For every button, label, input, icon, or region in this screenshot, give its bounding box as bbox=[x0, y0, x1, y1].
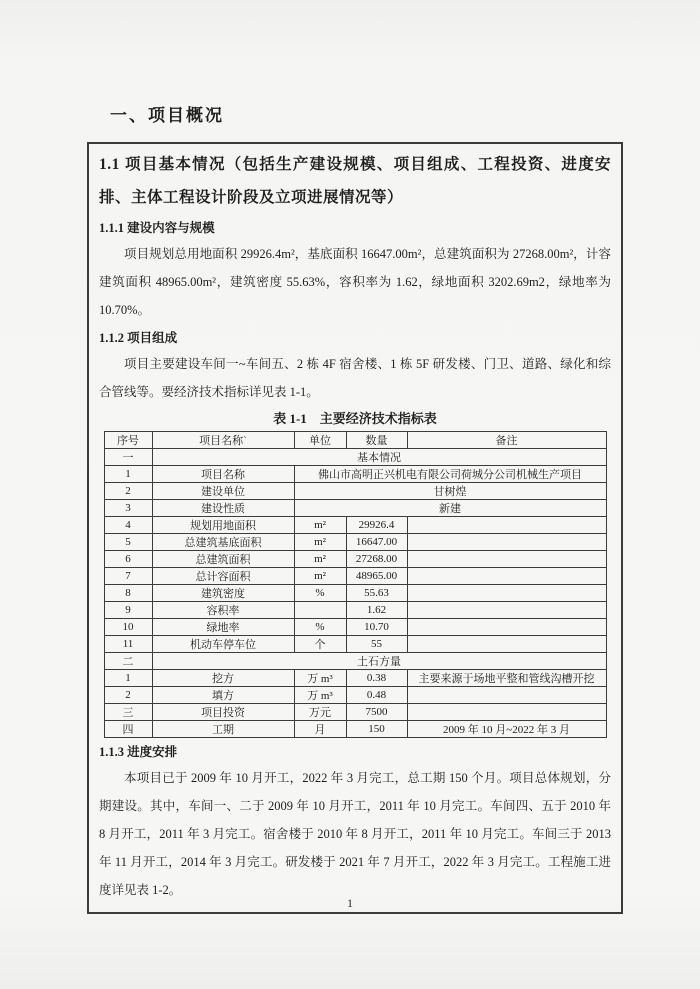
page-number: 1 bbox=[347, 896, 353, 910]
table-cell: 二 bbox=[104, 653, 152, 670]
table-cell: 10 bbox=[104, 619, 152, 636]
table-cell: 佛山市高明正兴机电有限公司荷城分公司机械生产项目 bbox=[294, 466, 606, 483]
table-cell: 16647.00 bbox=[346, 534, 407, 551]
table-cell: m² bbox=[294, 517, 346, 534]
table-cell: 土石方量 bbox=[152, 653, 606, 670]
table-cell: 项目投资 bbox=[152, 704, 294, 721]
subsection-heading-1-1-1: 1.1.1 建设内容与规模 bbox=[99, 221, 215, 235]
table-cell: 绿地率 bbox=[152, 619, 294, 636]
table-cell: 1 bbox=[104, 466, 152, 483]
table-cell: 55 bbox=[346, 636, 407, 653]
section-1-1-box bbox=[87, 142, 623, 914]
table-row bbox=[104, 500, 606, 517]
table-cell: 总建筑面积 bbox=[152, 551, 294, 568]
table-cell: 挖方 bbox=[152, 670, 294, 687]
table-cell: 工期 bbox=[152, 721, 294, 738]
table-row bbox=[104, 483, 606, 500]
table-cell: 建设性质 bbox=[152, 500, 294, 517]
table-cell: 新建 bbox=[294, 500, 606, 517]
table-cell: 150 bbox=[346, 721, 407, 738]
table-cell: 2 bbox=[104, 483, 152, 500]
paragraph-schedule: 本项目已于 2009 年 10 月开工，2022 年 3 月完工，总工期 150 个月。项目总体规划，分期建设。其中，车间一、二于 2009 年 10 月开工，2011 年 10 月完工。车间四、五于 2010 年 8 月开工，2011 年 3 月完工。宿舍楼于 2010 年 8 月开工，2011 年 10 月完工。车间三于 2013 年 11 月开工，2014 年 3 月完工。研发楼于 2021 年 7 月开工，2022 年 3 月完工。工程施工进度详见表 1-2。 bbox=[99, 771, 611, 897]
table-row bbox=[104, 466, 606, 483]
table-cell: 2009 年 10 月~2022 年 3 月 bbox=[407, 721, 606, 738]
table-cell bbox=[407, 568, 606, 585]
table-cell: 主要来源于场地平整和管线沟槽开挖 bbox=[407, 670, 606, 687]
table-cell: 规划用地面积 bbox=[152, 517, 294, 534]
table-cell: 3 bbox=[104, 500, 152, 517]
table-cell: 四 bbox=[104, 721, 152, 738]
table-cell bbox=[407, 619, 606, 636]
table-cell: 总建筑基底面积 bbox=[152, 534, 294, 551]
table-cell: 8 bbox=[104, 585, 152, 602]
table-cell: 0.38 bbox=[346, 670, 407, 687]
table-cell bbox=[407, 585, 606, 602]
column-header: 项目名称` bbox=[152, 432, 294, 449]
table-caption: 表 1-1 主要经济技术指标表 bbox=[273, 411, 437, 426]
table-head bbox=[104, 432, 606, 449]
table-row bbox=[104, 653, 606, 670]
table-cell bbox=[407, 534, 606, 551]
subsection-heading-1-1-3: 1.1.3 进度安排 bbox=[99, 745, 178, 759]
table-cell: 9 bbox=[104, 602, 152, 619]
table-row bbox=[104, 585, 606, 602]
table-cell: 建筑密度 bbox=[152, 585, 294, 602]
page-title: 一、项目概况 bbox=[110, 106, 224, 125]
paragraph-construction-scale: 项目规划总用地面积 29926.4m²，基底面积 16647.00m²，总建筑面积为 27268.00m²，计容建筑面积 48965.00m²，建筑密度 55.63%，容积率为 1.62，绿地面积 3202.69m2，绿地率为 10.70%。 bbox=[99, 247, 611, 317]
table-cell: 项目名称 bbox=[152, 466, 294, 483]
table-cell: 万元 bbox=[294, 704, 346, 721]
table-cell bbox=[407, 636, 606, 653]
table-header-row bbox=[104, 432, 606, 449]
table-cell: % bbox=[294, 585, 346, 602]
table-cell: 万 m³ bbox=[294, 670, 346, 687]
table-cell: % bbox=[294, 619, 346, 636]
table-row bbox=[104, 619, 606, 636]
section-heading-1-1: 1.1 项目基本情况（包括生产建设规模、项目组成、工程投资、进度安排、主体工程设计阶段及立项进展情况等） bbox=[99, 156, 611, 206]
table-cell bbox=[407, 551, 606, 568]
table-cell: 7 bbox=[104, 568, 152, 585]
subsection-heading-1-1-2: 1.1.2 项目组成 bbox=[99, 331, 178, 345]
table-cell: 27268.00 bbox=[346, 551, 407, 568]
table-cell: m² bbox=[294, 534, 346, 551]
column-header: 数量 bbox=[346, 432, 407, 449]
table-cell: 月 bbox=[294, 721, 346, 738]
table-cell: 万 m³ bbox=[294, 687, 346, 704]
table-body bbox=[104, 449, 606, 738]
table-cell: 填方 bbox=[152, 687, 294, 704]
table-cell: 容积率 bbox=[152, 602, 294, 619]
table-row bbox=[104, 534, 606, 551]
paragraph-project-composition: 项目主要建设车间一~车间五、2 栋 4F 宿舍楼、1 栋 5F 研发楼、门卫、道路、绿化和综合管线等。要经济技术指标详见表 1-1。 bbox=[99, 357, 611, 399]
table-row bbox=[104, 602, 606, 619]
table-cell: 1.62 bbox=[346, 602, 407, 619]
table-cell bbox=[294, 602, 346, 619]
table-cell: 6 bbox=[104, 551, 152, 568]
table-cell: 29926.4 bbox=[346, 517, 407, 534]
table-cell: 11 bbox=[104, 636, 152, 653]
table-row bbox=[104, 517, 606, 534]
table-cell: 三 bbox=[104, 704, 152, 721]
table-row bbox=[104, 636, 606, 653]
table-cell: 5 bbox=[104, 534, 152, 551]
table-cell: 4 bbox=[104, 517, 152, 534]
table-row bbox=[104, 551, 606, 568]
column-header: 序号 bbox=[104, 432, 152, 449]
table-cell: 1 bbox=[104, 670, 152, 687]
table-cell bbox=[407, 602, 606, 619]
table-cell: 机动车停车位 bbox=[152, 636, 294, 653]
table-cell: 一 bbox=[104, 449, 152, 466]
table-cell bbox=[407, 704, 606, 721]
table-cell: 基本情况 bbox=[152, 449, 606, 466]
table-row bbox=[104, 449, 606, 466]
table-row bbox=[104, 687, 606, 704]
table-cell: 个 bbox=[294, 636, 346, 653]
table-cell: 甘树煌 bbox=[294, 483, 606, 500]
table-cell: m² bbox=[294, 551, 346, 568]
table-cell: 0.48 bbox=[346, 687, 407, 704]
table-row bbox=[104, 670, 606, 687]
table-cell bbox=[407, 517, 606, 534]
table-row bbox=[104, 704, 606, 721]
table-cell: 建设单位 bbox=[152, 483, 294, 500]
column-header: 备注 bbox=[407, 432, 606, 449]
indicators-table bbox=[104, 431, 607, 738]
table-cell: m² bbox=[294, 568, 346, 585]
table-row bbox=[104, 568, 606, 585]
table-cell: 2 bbox=[104, 687, 152, 704]
table-cell: 总计容面积 bbox=[152, 568, 294, 585]
table-cell: 55.63 bbox=[346, 585, 407, 602]
table-cell bbox=[407, 687, 606, 704]
table-row bbox=[104, 721, 606, 738]
column-header: 单位 bbox=[294, 432, 346, 449]
table-cell: 48965.00 bbox=[346, 568, 407, 585]
table-cell: 7500 bbox=[346, 704, 407, 721]
table-cell: 10.70 bbox=[346, 619, 407, 636]
